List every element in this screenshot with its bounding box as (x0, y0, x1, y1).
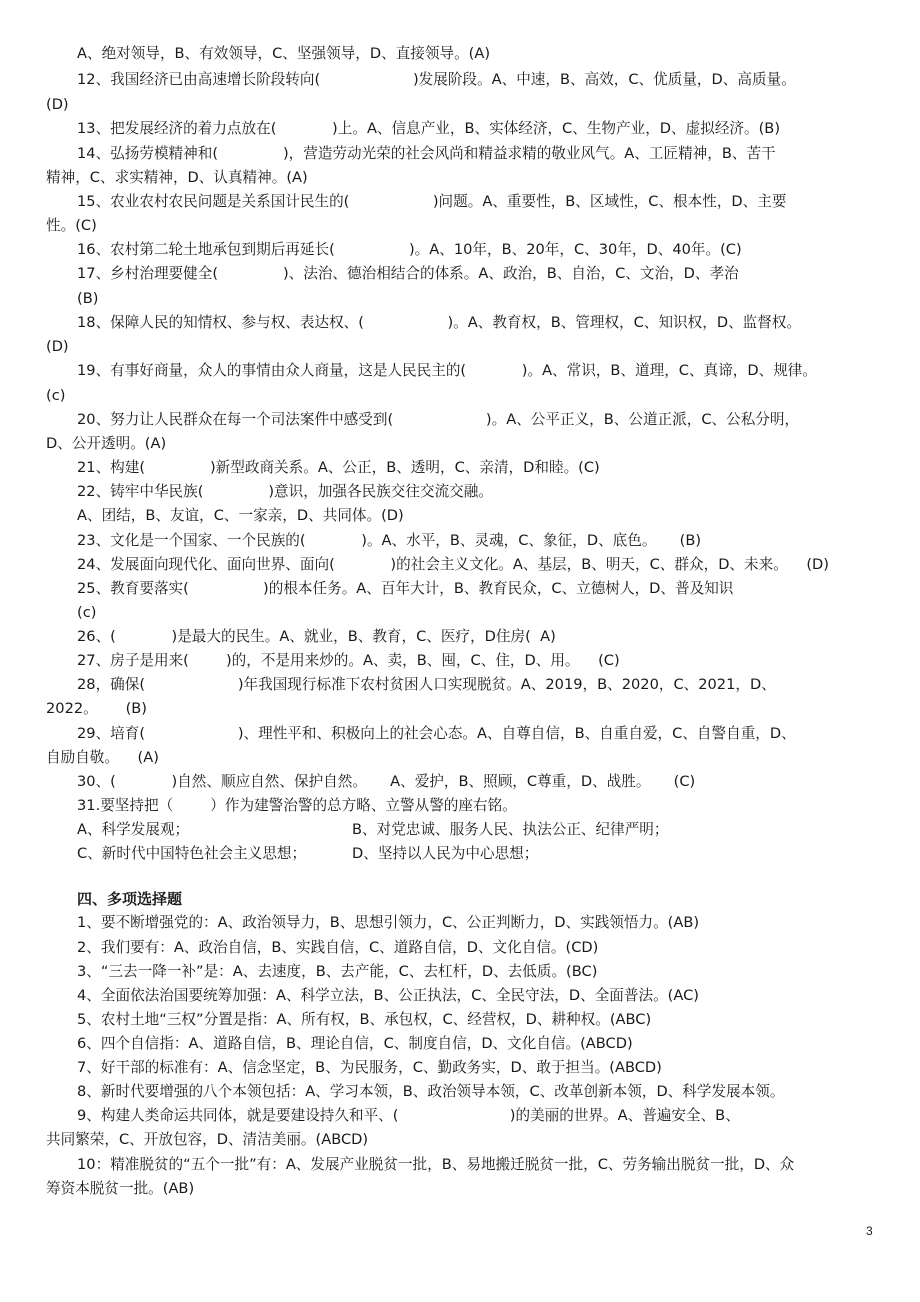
question-15: 15、农业农村农民问题是关系国计民生的( )问题。A、重要性，B、区域性，C、根本性，D、主要 (77, 193, 787, 210)
question-31: 31.要坚持把（ ）作为建警治警的总方略、立警从警的座右铭。 (77, 797, 517, 814)
multi-question-6: 6、四个自信指：A、道路自信，B、理论自信，C、制度自信，D、文化自信。(ABCD) (77, 1035, 633, 1052)
multi-question-1: 1、要不断增强党的：A、政治领导力，B、思想引领力，C、公正判断力，D、实践领悟力。(AB) (77, 914, 700, 931)
question-27: 27、房子是用来( )的，不是用来炒的。A、卖，B、囤，C、住，D、用。 (C) (77, 652, 620, 669)
question-24: 24、发展面向现代化、面向世界、面向( )的社会主义文化。A、基层，B、明天，C、群众，D、未来。 (D) (77, 556, 829, 573)
multi-question-9: 9、构建人类命运共同体，就是要建设持久和平、( )的美丽的世界。A、普遍安全、B、 (77, 1107, 740, 1124)
question-21: 21、构建( )新型政商关系。A、公正，B、透明，C、亲清，D和睦。(C) (77, 459, 600, 476)
multi-question-8: 8、新时代要增强的八个本领包括：A、学习本领，B、政治领导本领，C、改革创新本领，D、科学发展本领。 (77, 1083, 785, 1100)
answer-line: (D) (46, 96, 69, 113)
multi-question-4: 4、全面依法治国要统筹加强：A、科学立法，B、公正执法，C、全民守法，D、全面普法。(AC) (77, 987, 699, 1004)
question-20: 20、努力让人民群众在每一个司法案件中感受到( )。A、公平正义，B、公道正派，C、公私分明， (77, 411, 800, 428)
option-d: D、坚持以人民为中心思想； (352, 845, 539, 862)
text-line: A、团结，B、友谊，C、一家亲，D、共同体。(D) (77, 507, 404, 524)
answer-line: (c) (46, 387, 66, 404)
answer-line: (D) (46, 338, 69, 355)
option-a: A、科学发展观； (77, 821, 190, 838)
question-17: 17、乡村治理要健全( )、法治、德治相结合的体系。A、政治，B、自治，C、文治，D、孝治 (77, 265, 739, 282)
multi-question-10: 10：精准脱贫的“五个一批”有：A、发展产业脱贫一批，B、易地搬迁脱贫一批，C、劳务输出脱贫一批，D、众 (77, 1156, 795, 1173)
text-line: 共同繁荣，C、开放包容，D、清洁美丽。(ABCD) (46, 1131, 369, 1148)
text-line: A、绝对领导，B、有效领导，C、坚强领导，D、直接领导。(A) (77, 45, 491, 62)
question-30: 30、( )自然、顺应自然、保护自然。 A、爱护，B、照顾，C尊重，D、战胜。 (C) (77, 773, 696, 790)
text-line: D、公开透明。(A) (46, 435, 167, 452)
multi-question-2: 2、我们要有：A、政治自信，B、实践自信，C、道路自信，D、文化自信。(CD) (77, 939, 599, 956)
page-number: 3 (866, 1224, 873, 1238)
question-12: 12、我国经济已由高速增长阶段转向( )发展阶段。A、中速，B、高效，C、优质量，D、高质量。 (77, 71, 796, 88)
text-line: 自励自敬。 (A) (46, 749, 159, 766)
question-29: 29、培育( )、理性平和、积极向上的社会心态。A、自尊自信，B、自重自爱，C、自警自重，D、 (77, 725, 796, 742)
text-line: 精神，C、求实精神，D、认真精神。(A) (46, 169, 308, 186)
text-line: 筹资本脱贫一批。(AB) (46, 1180, 195, 1197)
multi-question-7: 7、好干部的标准有：A、信念坚定，B、为民服务，C、勤政务实，D、敢于担当。(ABCD) (77, 1059, 662, 1076)
section-heading: 四、多项选择题 (77, 890, 183, 908)
answer-line: (B) (77, 290, 99, 307)
option-b: B、对党忠诚、服务人民、执法公正、纪律严明； (352, 821, 669, 838)
question-18: 18、保障人民的知情权、参与权、表达权、( )。A、教育权，B、管理权，C、知识权，D、监督权。 (77, 314, 802, 331)
multi-question-5: 5、农村土地“三权”分置是指：A、所有权，B、承包权，C、经营权，D、耕种权。(ABC) (77, 1011, 652, 1028)
question-28: 28，确保( )年我国现行标准下农村贫困人口实现脱贫。A、2019，B、2020，C、2021，D、 (77, 676, 776, 693)
option-c: C、新时代中国特色社会主义思想； (77, 845, 307, 862)
answer-line: (c) (77, 604, 97, 621)
text-line: 2022。 (B) (46, 700, 147, 717)
question-13: 13、把发展经济的着力点放在( )上。A、信息产业，B、实体经济，C、生物产业，D、虚拟经济。(B) (77, 120, 781, 137)
question-16: 16、农村第二轮土地承包到期后再延长( )。A、10年，B、20年，C、30年，D、40年。(C) (77, 241, 742, 258)
question-26: 26、( )是最大的民生。A、就业，B、教育，C、医疗，D住房( A) (77, 628, 556, 645)
multi-question-3: 3、“三去一降一补”是：A、去速度，B、去产能，C、去杠杆，D、去低质。(BC) (77, 963, 598, 980)
question-23: 23、文化是一个国家、一个民族的( )。A、水平，B、灵魂，C、象征，D、底色。 (B) (77, 532, 702, 549)
question-22: 22、铸牢中华民族( )意识，加强各民族交往交流交融。 (77, 483, 493, 500)
question-19: 19、有事好商量，众人的事情由众人商量，这是人民民主的( )。A、常识，B、道理，C、真谛，D、规律。 (77, 362, 817, 379)
question-14: 14、弘扬劳模精神和( )，营造劳动光荣的社会风尚和精益求精的敬业风气。A、工匠精神，B、苦干 (77, 145, 776, 162)
question-25: 25、教育要落实( )的根本任务。A、百年大计，B、教育民众，C、立德树人，D、普及知识 (77, 580, 734, 597)
text-line: 性。(C) (46, 217, 97, 234)
